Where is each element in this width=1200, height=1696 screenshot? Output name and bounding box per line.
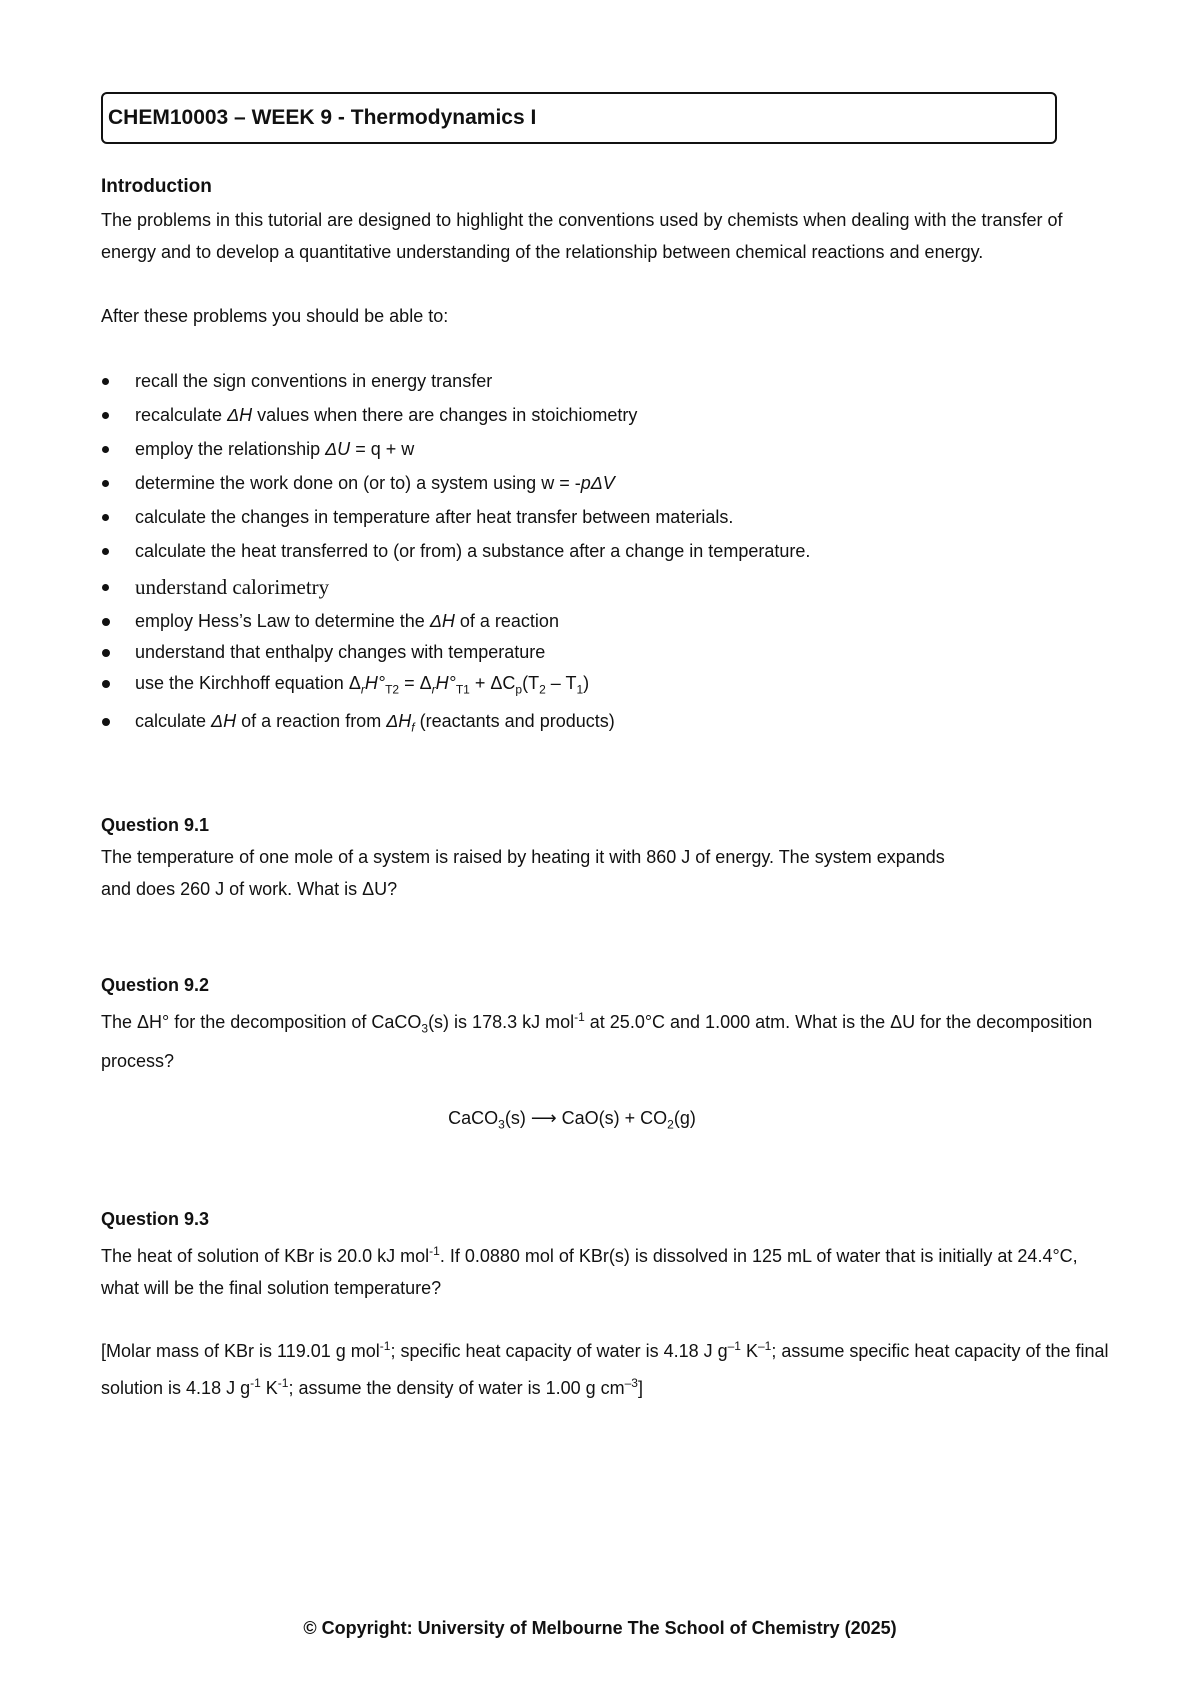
objective-item: employ the relationship ΔU = q + w [101, 432, 1111, 466]
objective-item: understand calorimetry [101, 568, 1111, 606]
decomposition-equation: CaCO$_3$(s) ⟶ $CaO(s) + CO_2(g)$ [448, 1107, 696, 1132]
objective-item: calculate the changes in temperature after heat transfer between materials. [101, 500, 1111, 534]
objective-item: recalculate ΔH values when there are changes in stoichiometry [101, 398, 1111, 432]
objective-item: determine the work done on (or to) a system using w = -pΔV [101, 466, 1111, 500]
question-9-3-data-note: [Molar mass of KBr is 119.01 g mol$^{-1}$; specific heat capacity of water is 4.18 J $g^{-1}$ $K^{-1}$; assume specific heat capacity of the final solution is 4.18 J $g^{-1}$ $K^{-1}$; assume the density of water is 1.00 g $cm^{-3}$] [101, 1339, 1109, 1399]
objective-item: use the Kirchhoff equation $\Delta_rH^\circ_{T2} = \Delta_rH^\circ_{T1} + \Delta C_p(T_2 - T_1)$ [101, 668, 1111, 706]
question-9-3-heading: Question 9.3 [101, 1209, 210, 1230]
introduction-heading: Introduction [101, 176, 212, 197]
objective-item: employ Hess’s Law to determine the ΔH of a reaction [101, 606, 1111, 637]
title-box [101, 92, 1057, 144]
objective-item: recall the sign conventions in energy transfer [101, 364, 1111, 398]
objective-item: calculate ΔH of a reaction from $\Delta H_f$ (reactants and products) [101, 706, 1111, 744]
objectives-list [101, 364, 1111, 606]
copyright-footer: © Copyright: University of Melbourne The School of Chemistry (2025) [303, 1618, 897, 1638]
question-9-1-text: The temperature of one mole of a system is raised by heating it with 860 J of energy. The system expands and does 260 J of work. What is ΔU? [101, 847, 945, 900]
introduction-paragraph: The problems in this tutorial are designed to highlight the conventions used by chemists when dealing with the transfer of energy and to develop a quantitative understanding of the relationship between chemical reactions and energy. [101, 210, 1063, 262]
document-page [101, 92, 1111, 1404]
page-title: CHEM10003 – WEEK 9 - Thermodynamics I [108, 106, 537, 129]
question-9-2-heading: Question 9.2 [101, 975, 210, 996]
objectives-list-continued [101, 606, 1111, 743]
question-9-1-heading: Question 9.1 [101, 815, 210, 836]
objectives-intro: After these problems you should be able to: [101, 306, 449, 326]
question-9-2-text: The ΔH° for the decomposition of CaCO$_3$(s) is 178.3 kJ mol$^{-1}$ at 25.0°C and 1.000 atm. What is the ΔU for the decomposition process? [101, 1010, 1093, 1071]
question-9-3-text: The heat of solution of KBr is 20.0 kJ mol$^{-1}$. If 0.0880 mol of KBr(s) is dissolved in 125 mL of water that is initially at 24.4°C, what will be the final solution temperature? [101, 1244, 1078, 1299]
objective-item: calculate the heat transferred to (or from) a substance after a change in temperature. [101, 534, 1111, 568]
reaction-arrow-icon: ⟶ [530, 1107, 557, 1129]
objective-item: understand that enthalpy changes with temperature [101, 637, 1111, 668]
